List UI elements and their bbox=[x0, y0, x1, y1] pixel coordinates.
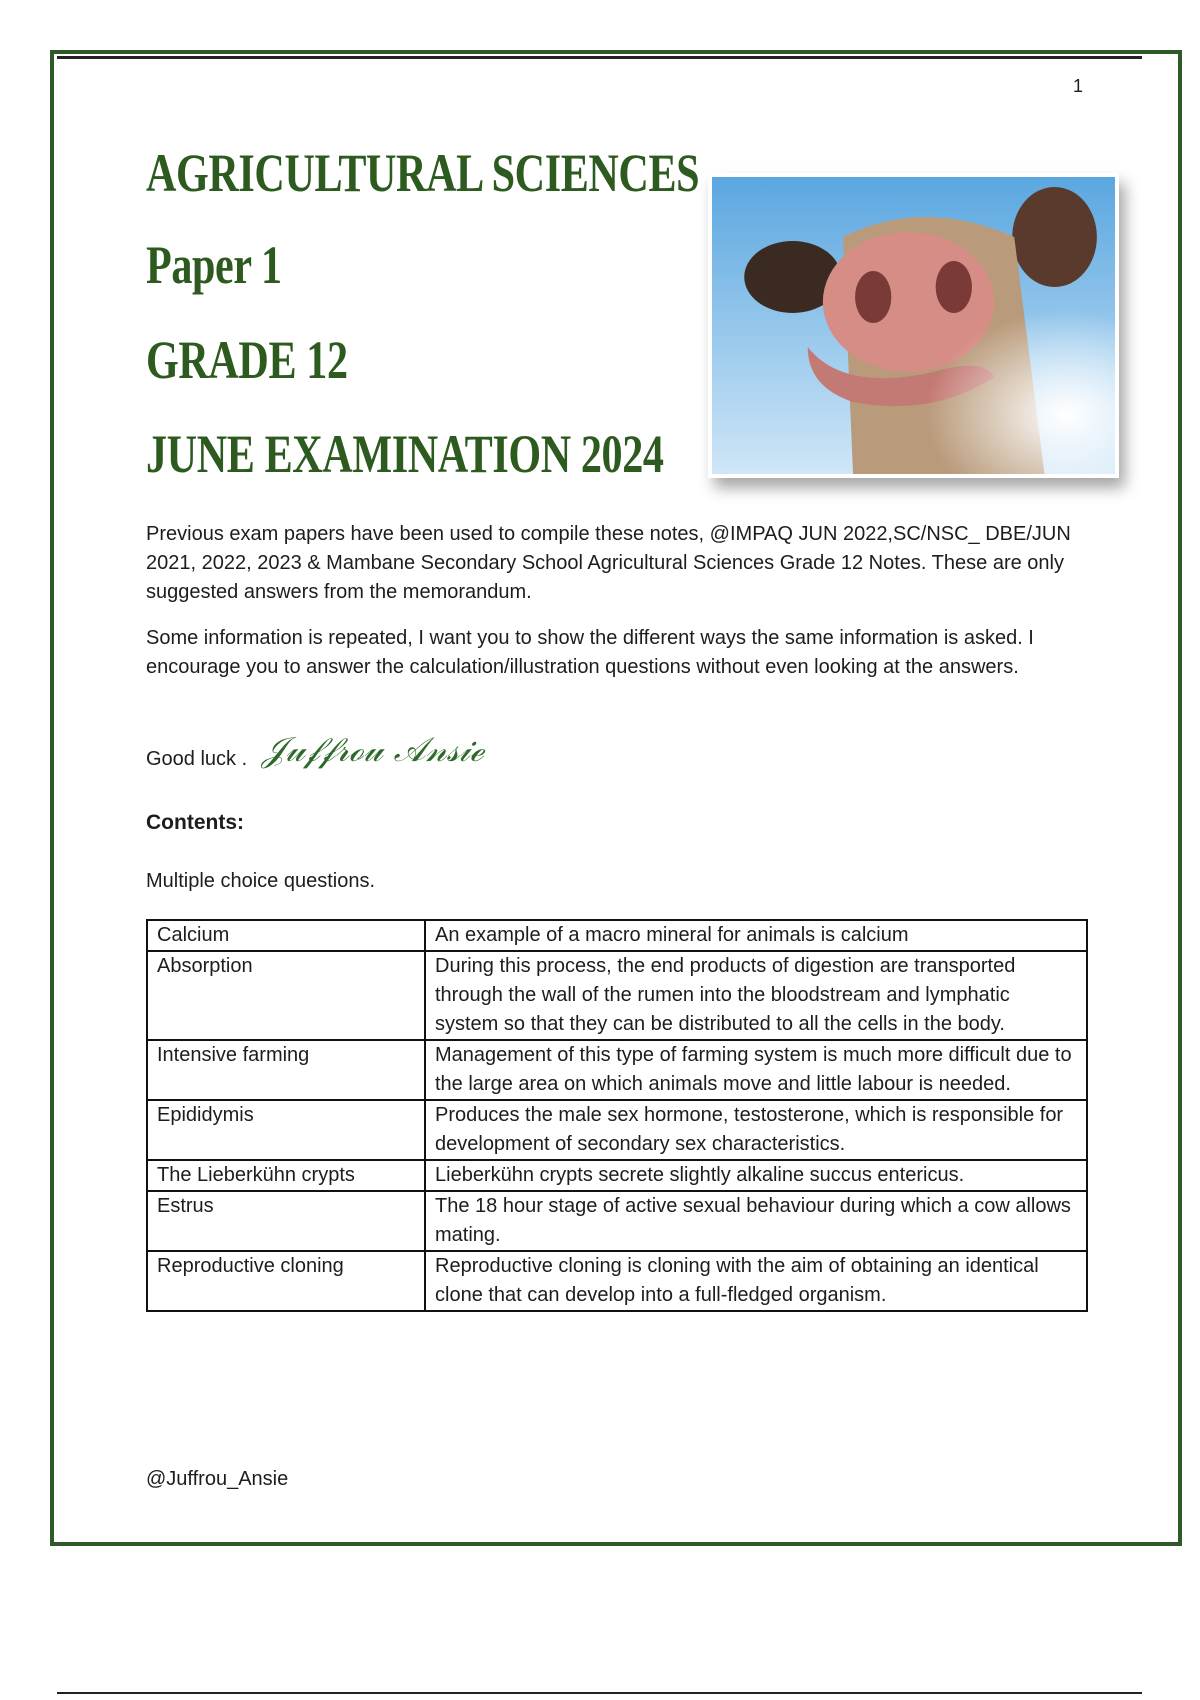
table-row bbox=[147, 951, 1087, 1040]
header-rule bbox=[57, 56, 1142, 59]
title-paper: Paper 1 bbox=[146, 235, 282, 295]
term-cell: The Lieberkühn crypts bbox=[147, 1160, 425, 1191]
intro-paragraph-instructions: Some information is repeated, I want you to show the different ways the same information is asked. I encourage you to answer the calculation/illustration questions without even looking at the answers. bbox=[146, 627, 1034, 678]
table-row bbox=[147, 1160, 1087, 1191]
table-row bbox=[147, 1040, 1087, 1100]
term-cell: Reproductive cloning bbox=[147, 1251, 425, 1311]
cow-photo bbox=[708, 173, 1119, 478]
definition-cell: An example of a macro mineral for animals is calcium bbox=[425, 920, 1087, 951]
title-grade: GRADE 12 bbox=[146, 330, 348, 390]
term-cell: Epididymis bbox=[147, 1100, 425, 1160]
title-subject: AGRICULTURAL SCIENCES bbox=[146, 143, 700, 203]
table-row bbox=[147, 920, 1087, 951]
definition-cell: During this process, the end products of digestion are transported through the wall of the rumen into the bloodstream and lymphatic system so that they can be distributed to all the cells in the body. bbox=[425, 951, 1087, 1040]
definition-cell: Management of this type of farming system is much more difficult due to the large area on which animals move and little labour is needed. bbox=[425, 1040, 1087, 1100]
table-row bbox=[147, 1191, 1087, 1251]
contents-heading: Contents: bbox=[146, 811, 244, 834]
definitions-table bbox=[146, 919, 1088, 1312]
signature: 𝒥𝓊𝒻𝒻𝓇ℴ𝓊 𝒜𝓃𝓈𝒾ℯ bbox=[262, 730, 484, 770]
definition-cell: Produces the male sex hormone, testosterone, which is responsible for development of secondary sex characteristics. bbox=[425, 1100, 1087, 1160]
definition-cell: The 18 hour stage of active sexual behaviour during which a cow allows mating. bbox=[425, 1191, 1087, 1251]
footer-handle: @Juffrou_Ansie bbox=[146, 1468, 289, 1490]
definition-cell: Reproductive cloning is cloning with the aim of obtaining an identical clone that can develop into a full-fledged organism. bbox=[425, 1251, 1087, 1311]
term-cell: Intensive farming bbox=[147, 1040, 425, 1100]
page-number: 1 bbox=[1073, 76, 1084, 96]
term-cell: Calcium bbox=[147, 920, 425, 951]
intro-paragraph-sources: Previous exam papers have been used to compile these notes, @IMPAQ JUN 2022,SC/NSC_ DBE/JUN 2021, 2022, 2023 & Mambane Secondary School Agricultural Sciences Grade 12 Notes. These are only suggested answers from the memorandum. bbox=[146, 523, 1071, 603]
term-cell: Estrus bbox=[147, 1191, 425, 1251]
table-row bbox=[147, 1251, 1087, 1311]
title-exam: JUNE EXAMINATION 2024 bbox=[146, 424, 664, 484]
footer-rule bbox=[57, 1692, 1142, 1694]
definition-cell: Lieberkühn crypts secrete slightly alkaline succus entericus. bbox=[425, 1160, 1087, 1191]
table-row bbox=[147, 1100, 1087, 1160]
good-luck-text: Good luck . bbox=[146, 748, 248, 770]
term-cell: Absorption bbox=[147, 951, 425, 1040]
section-label: Multiple choice questions. bbox=[146, 870, 376, 892]
